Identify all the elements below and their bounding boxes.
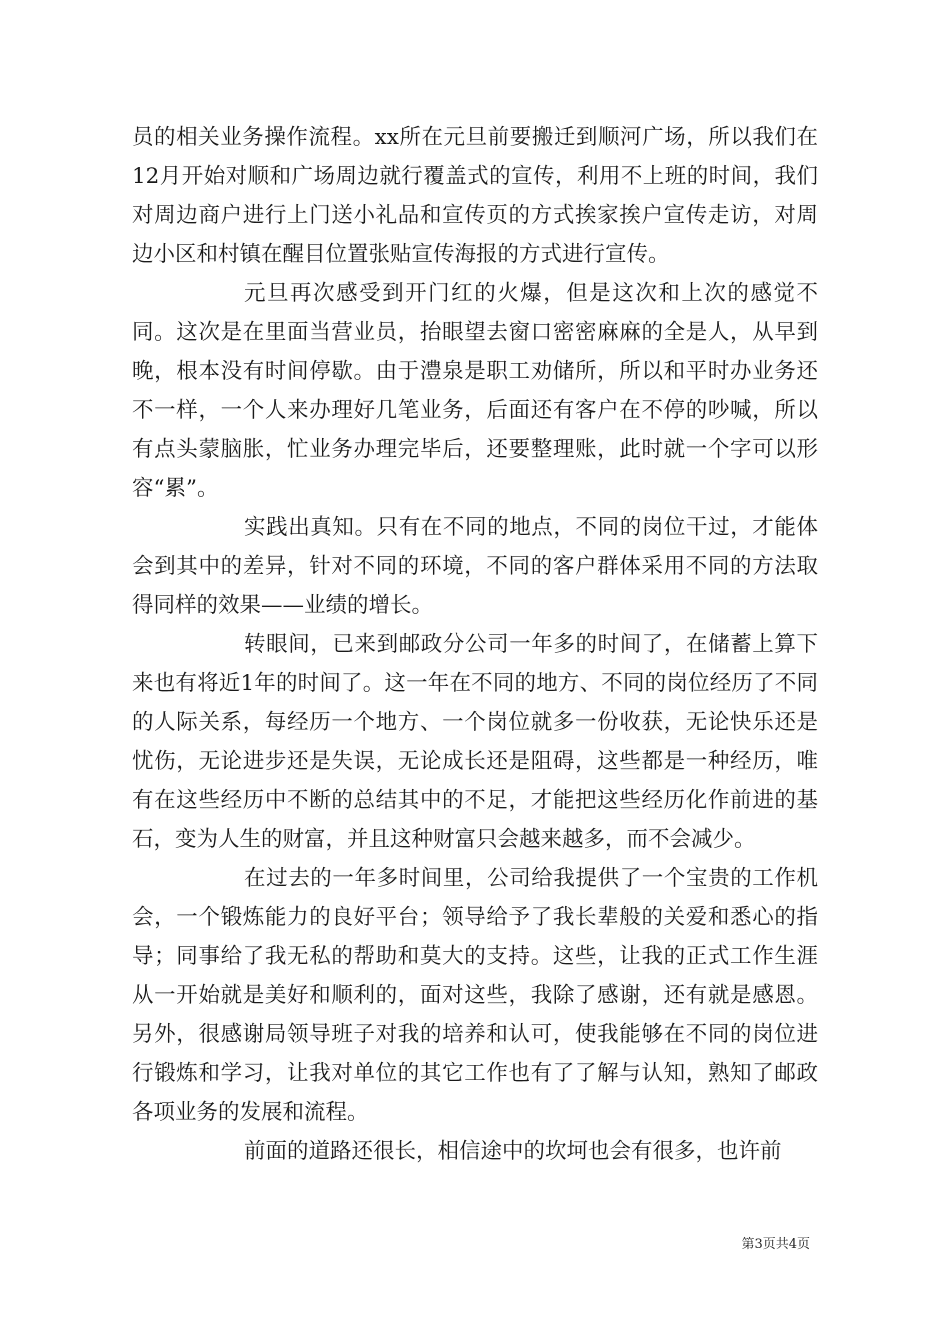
document-body [132, 118, 818, 1171]
paragraph-one-year: 转眼间，已来到邮政分公司一年多的时间了，在储蓄上算下来也有将近1年的时间了。这一年在不同的地方、不同的岗位经历了不同的人际关系，每经历一个地方、一个岗位就多一份收获，无论快乐还是忧伤，无论进步还是失误，无论成长还是阻碍，这些都是一种经历，唯有在这些经历中不断的总结其中的不足，才能把这些经历化作前进的基石，变为人生的财富，并且这种财富只会越来越多，而不会减少。 [132, 632, 818, 852]
paragraph-continuation: 员的相关业务操作流程。xx所在元旦前要搬迁到顺河广场，所以我们在12月开始对顺和广场周边就行覆盖式的宣传，利用不上班的时间，我们对周边商户进行上门送小礼品和宣传页的方式挨家挨户宣传走访，对周边小区和村镇在醒目位置张贴宣传海报的方式进行宣传。 [132, 125, 818, 267]
paragraph-road-ahead: 前面的道路还很长，相信途中的坎坷也会有很多，也许前 [244, 1139, 782, 1164]
paragraph-gratitude: 在过去的一年多时间里，公司给我提供了一个宝贵的工作机会，一个锻炼能力的良好平台；领导给予了我长辈般的关爱和悉心的指导；同事给了我无私的帮助和莫大的支持。这些，让我的正式工作生涯从一开始就是美好和顺利的，面对这些，我除了感谢，还有就是感恩。另外，很感谢局领导班子对我的培养和认可，使我能够在不同的岗位进行锻炼和学习，让我对单位的其它工作也有了了解与认知，熟知了邮政各项业务的发展和流程。 [132, 866, 818, 1125]
page-number: 第3页共4页 [741, 1237, 810, 1252]
paragraph-practice: 实践出真知。只有在不同的地点，不同的岗位干过，才能体会到其中的差异，针对不同的环境，不同的客户群体采用不同的方法取得同样的效果——业绩的增长。 [132, 515, 818, 618]
paragraph-new-year-rush: 元旦再次感受到开门红的火爆，但是这次和上次的感觉不同。这次是在里面当营业员，抬眼望去窗口密密麻麻的全是人，从早到晚，根本没有时间停歇。由于澧泉是职工劝储所，所以和平时办业务还不一样，一个人来办理好几笔业务，后面还有客户在不停的吵喊，所以有点头蒙脑胀，忙业务办理完毕后，还要整理账，此时就一个字可以形容“累”。 [132, 281, 818, 501]
